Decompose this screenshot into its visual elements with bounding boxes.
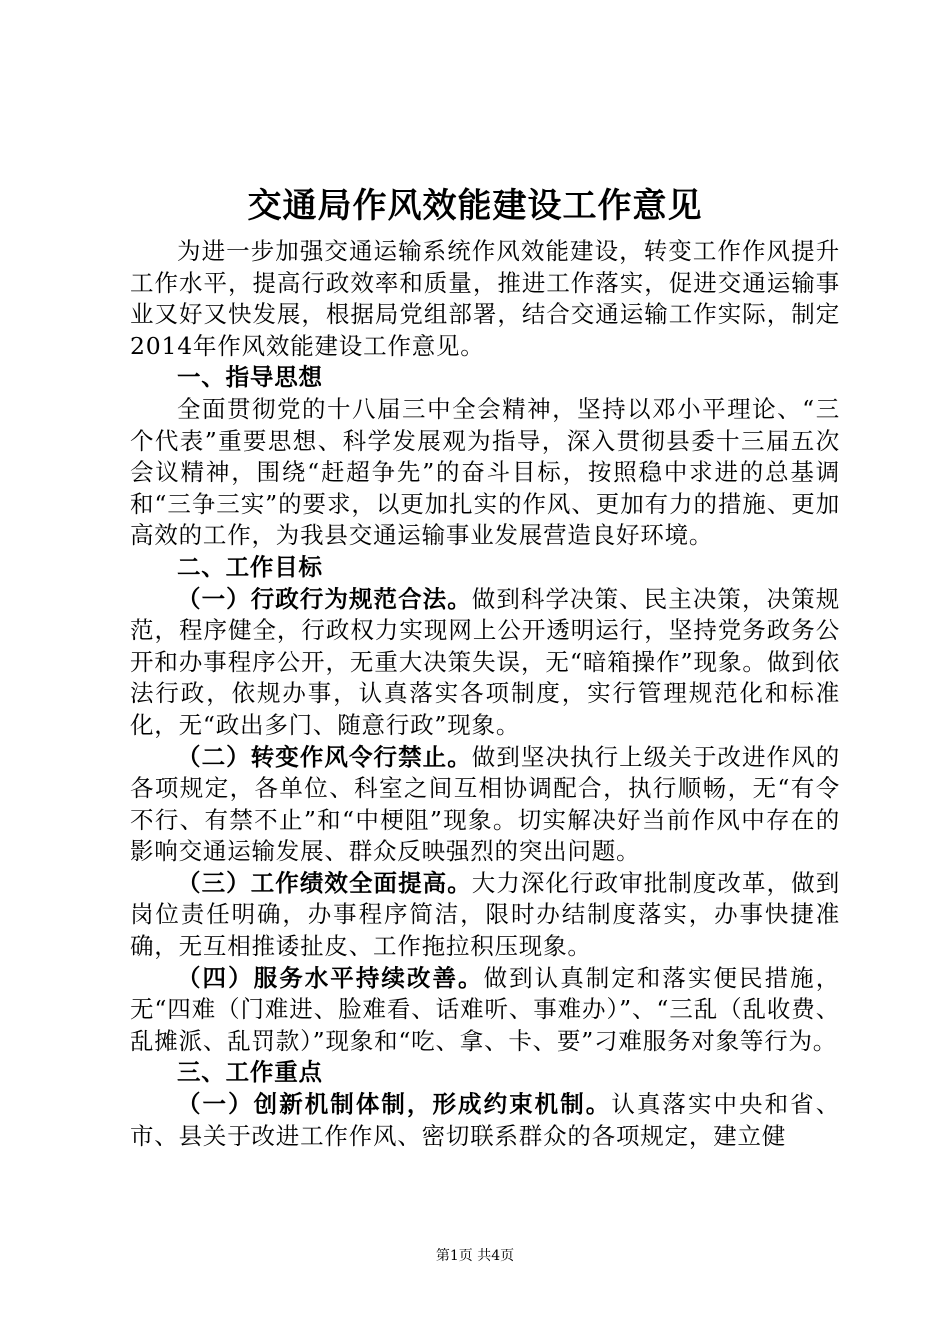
focus-text: 认真落实中央和省、市、县关于改进工作作风、密切联系群众的各项规定，建立健 bbox=[130, 1090, 840, 1150]
page-footer: 第1页 共4页 bbox=[435, 1248, 515, 1264]
goal-text: 大力深化行政审批制度改革，做到岗位责任明确，办事程序简洁，限时办结制度落实，办事快捷准确，无互相推诿扯皮、工作拖拉积压现象。 bbox=[130, 868, 840, 961]
goal-lead: （一）行政行为规范合法。 bbox=[177, 584, 472, 613]
goal-paragraph bbox=[130, 742, 840, 868]
document-body bbox=[130, 236, 840, 1152]
document-title: 交通局作风效能建设工作意见 bbox=[247, 186, 703, 226]
section-heading-work-goals: 二、工作目标 bbox=[177, 552, 323, 581]
section-heading-work-focus: 三、工作重点 bbox=[177, 1058, 323, 1087]
goal-lead: （三）工作绩效全面提高。 bbox=[177, 868, 472, 897]
focus-paragraph bbox=[130, 1089, 840, 1152]
goal-paragraph bbox=[130, 584, 840, 742]
section-paragraph-guiding-ideology: 全面贯彻党的十八届三中全会精神，坚持以邓小平理论、“三个代表”重要思想、科学发展观为指导，深入贯彻县委十三届五次会议精神，围绕“赶超争先”的奋斗目标，按照稳中求进的总基调和“三争三实”的要求，以更加扎实的作风、更加有力的措施、更加高效的工作，为我县交通运输事业发展营造良好环境。 bbox=[130, 394, 840, 550]
goal-paragraph bbox=[130, 963, 840, 1058]
focus-lead: （一）创新机制体制，形成约束机制。 bbox=[177, 1090, 612, 1119]
goal-text: 做到认真制定和落实便民措施，无“四难（门难进、脸难看、话难听、事难办）”、“三乱（乱收费、乱摊派、乱罚款）”现象和“吃、拿、卡、要”刁难服务对象等行为。 bbox=[130, 963, 840, 1055]
section-heading-guiding-ideology: 一、指导思想 bbox=[177, 363, 323, 392]
goal-lead: （二）转变作风令行禁止。 bbox=[177, 742, 472, 771]
goal-paragraph bbox=[130, 868, 840, 963]
goal-text: 做到坚决执行上级关于改进作风的各项规定，各单位、科室之间互相协调配合，执行顺畅，无“有令不行、有禁不止”和“中梗阻”现象。切实解决好当前作风中存在的影响交通运输发展、群众反映强烈的突出问题。 bbox=[130, 742, 840, 866]
intro-paragraph: 为进一步加强交通运输系统作风效能建设，转变工作作风提升工作水平，提高行政效率和质量，推进工作落实，促进交通运输事业又好又快发展，根据局党组部署，结合交通运输工作实际，制定2014年作风效能建设工作意见。 bbox=[130, 237, 840, 360]
goal-lead: （四）服务水平持续改善。 bbox=[177, 963, 484, 992]
goal-text: 做到科学决策、民主决策，决策规范，程序健全，行政权力实现网上公开透明运行，坚持党务政务公开和办事程序公开，无重大决策失误，无“暗箱操作”现象。做到依法行政，依规办事，认真落实各项制度，实行管理规范化和标准化，无“政出多门、随意行政”现象。 bbox=[130, 584, 840, 739]
